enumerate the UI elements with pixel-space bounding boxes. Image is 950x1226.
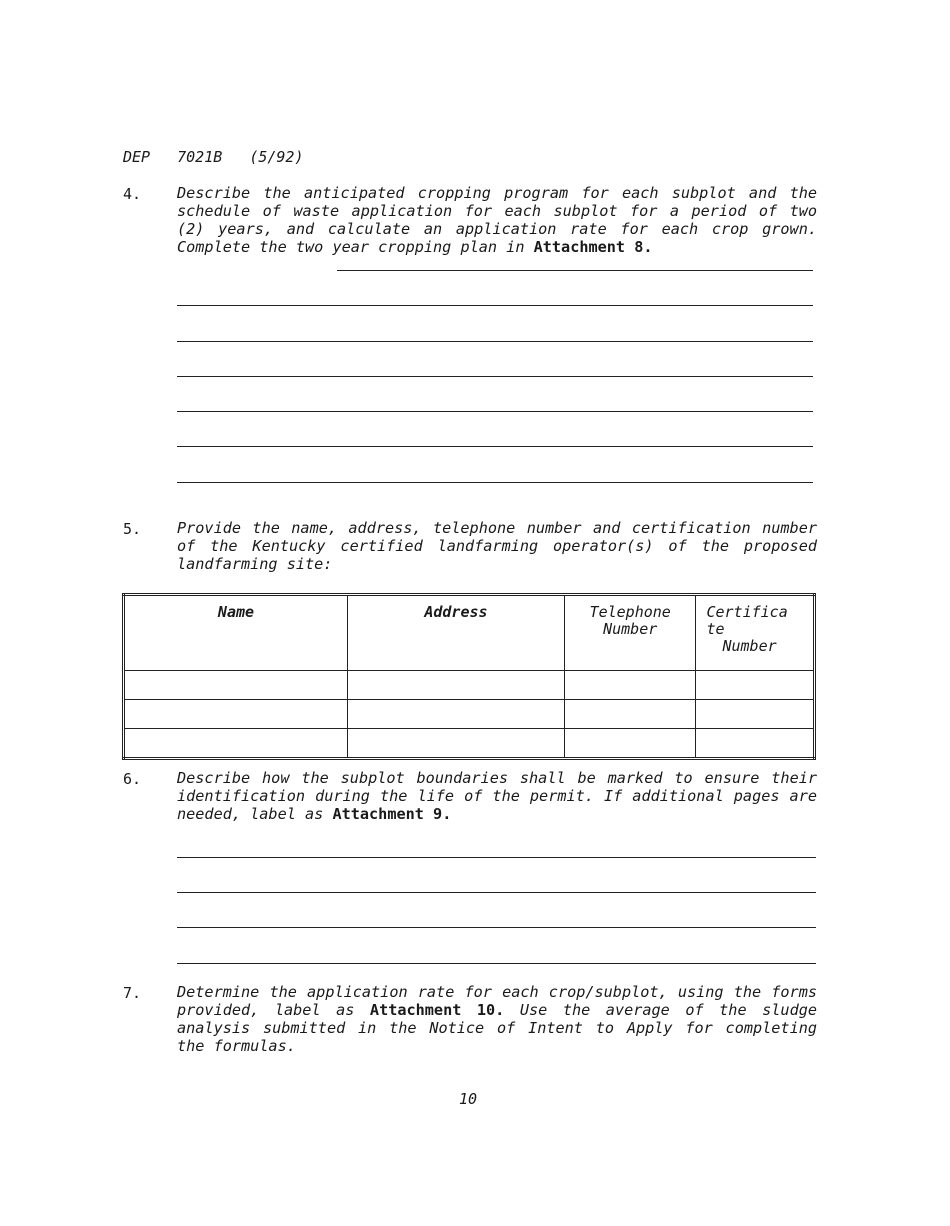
answer-line[interactable] <box>177 927 816 928</box>
table-header-row <box>124 595 815 671</box>
question-7-attachment: Attachment 10. <box>369 1001 505 1019</box>
form-code: DEP <box>123 148 151 166</box>
question-4-body: Describe the anticipated cropping program for each subplot and the schedule of waste application for each subplot for a period of two (2) years, and calculate an application rate for each crop grown. Complete the two year cropping plan in <box>177 184 817 256</box>
form-date: (5/92) <box>249 148 304 166</box>
cell-telephone[interactable] <box>564 700 696 729</box>
table-row <box>124 671 815 700</box>
header-telephone-line2: Number <box>603 620 658 638</box>
cell-telephone[interactable] <box>564 729 696 759</box>
cell-telephone[interactable] <box>564 671 696 700</box>
question-4-number: 4. <box>123 185 142 203</box>
header-telephone <box>564 595 696 671</box>
question-6-number: 6. <box>123 770 142 788</box>
answer-line[interactable] <box>177 446 813 447</box>
header-certificate <box>696 595 815 671</box>
answer-line[interactable] <box>177 376 813 377</box>
question-5-number: 5. <box>123 520 142 538</box>
cell-certificate[interactable] <box>696 671 815 700</box>
page-number: 10 <box>459 1090 478 1108</box>
cell-address[interactable] <box>347 729 564 759</box>
form-number: 7021B <box>177 148 223 166</box>
answer-line[interactable] <box>177 482 813 483</box>
header-certificate-line3: Number <box>722 637 777 655</box>
answer-line[interactable] <box>177 892 816 893</box>
answer-line[interactable] <box>177 857 816 858</box>
question-7-number: 7. <box>123 984 142 1002</box>
cell-name[interactable] <box>124 700 348 729</box>
answer-line[interactable] <box>177 305 813 306</box>
table-row <box>124 700 815 729</box>
header-certificate-line2: te <box>706 620 725 638</box>
cell-certificate[interactable] <box>696 700 815 729</box>
table-row <box>124 729 815 759</box>
cell-name[interactable] <box>124 729 348 759</box>
header-telephone-line1: Telephone <box>589 603 671 621</box>
header-address: Address <box>347 595 564 671</box>
answer-line[interactable] <box>177 411 813 412</box>
question-7-body-after: Use the average of the sludge analysis submitted in the Notice of Intent to Apply for completing the formulas. <box>177 1001 817 1055</box>
question-6-attachment: Attachment 9. <box>332 805 452 823</box>
cell-address[interactable] <box>347 700 564 729</box>
operator-table <box>122 593 816 760</box>
header-name: Name <box>124 595 348 671</box>
question-6-body: Describe how the subplot boundaries shall be marked to ensure their identification during the life of the permit. If additional pages are needed, label as <box>177 769 817 823</box>
answer-line[interactable] <box>177 963 816 964</box>
cell-address[interactable] <box>347 671 564 700</box>
question-5-text: Provide the name, address, telephone number and certification number of the Kentucky certified landfarming operator(s) of the proposed landfarming site: <box>177 519 817 573</box>
question-7-body: Determine the application rate for each crop/subplot, using the forms provided, label as <box>177 983 817 1019</box>
question-4-text <box>177 184 817 256</box>
answer-line[interactable] <box>337 270 813 271</box>
question-4-attachment: Attachment 8. <box>533 238 653 256</box>
form-header <box>123 148 304 166</box>
header-certificate-line1: Certifica <box>706 603 788 621</box>
question-7-text <box>177 983 817 1055</box>
question-6-text <box>177 769 817 823</box>
cell-name[interactable] <box>124 671 348 700</box>
cell-certificate[interactable] <box>696 729 815 759</box>
answer-line[interactable] <box>177 341 813 342</box>
